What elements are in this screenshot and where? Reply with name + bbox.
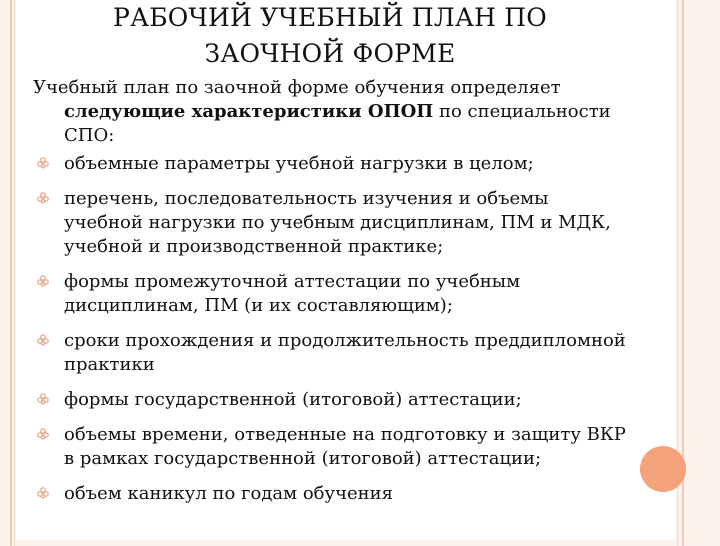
- intro-line-3: СПО:: [64, 125, 115, 146]
- list-item: [33, 423, 633, 471]
- flower-bullet-icon: [37, 275, 49, 287]
- list-item: [33, 482, 633, 506]
- intro-after-bold: по специальности: [433, 101, 611, 122]
- intro-bold-text: следующие характеристики ОПОП: [64, 101, 434, 122]
- bullet-text: объемные параметры учебной нагрузки в целом;: [64, 153, 534, 174]
- bullet-text: объем каникул по годам обучения: [64, 483, 394, 504]
- bullet-text: объемы времени, отведенные на подготовку и защиту ВКР в рамках государственной (итоговой) аттестации;: [64, 424, 626, 469]
- bullet-text: формы промежуточной аттестации по учебным дисциплинам, ПМ (и их составляющим);: [64, 271, 521, 316]
- flower-bullet-icon: [37, 393, 49, 405]
- bullet-text: сроки прохождения и продолжительность преддипломной практики: [64, 330, 626, 375]
- list-item: [33, 270, 633, 318]
- bullet-text: формы государственной (итоговой) аттестации;: [64, 389, 522, 410]
- bullet-text: перечень, последовательность изучения и объемы учебной нагрузки по учебным дисциплинам, ПМ и МДК, учебной и производственной практике;: [64, 188, 611, 257]
- flower-bullet-icon: [37, 428, 49, 440]
- bullet-list: [33, 152, 633, 506]
- intro-line-2: [33, 100, 633, 124]
- intro-paragraph: [33, 76, 633, 148]
- slide-title: [70, 0, 590, 72]
- list-item: [33, 187, 633, 259]
- flower-bullet-icon: [37, 487, 49, 499]
- decorative-circle: [640, 446, 686, 492]
- slide-body: [33, 76, 633, 517]
- flower-bullet-icon: [37, 192, 49, 204]
- list-item: [33, 329, 633, 377]
- flower-bullet-icon: [37, 334, 49, 346]
- list-item: [33, 152, 633, 176]
- title-line-1: РАБОЧИЙ УЧЕБНЫЙ ПЛАН ПО: [113, 3, 547, 32]
- title-line-2: ЗАОЧНОЙ ФОРМЕ: [204, 39, 456, 68]
- flower-bullet-icon: [37, 157, 49, 169]
- intro-line-1: Учебный план по заочной форме обучения определяет: [33, 77, 561, 98]
- list-item: [33, 388, 633, 412]
